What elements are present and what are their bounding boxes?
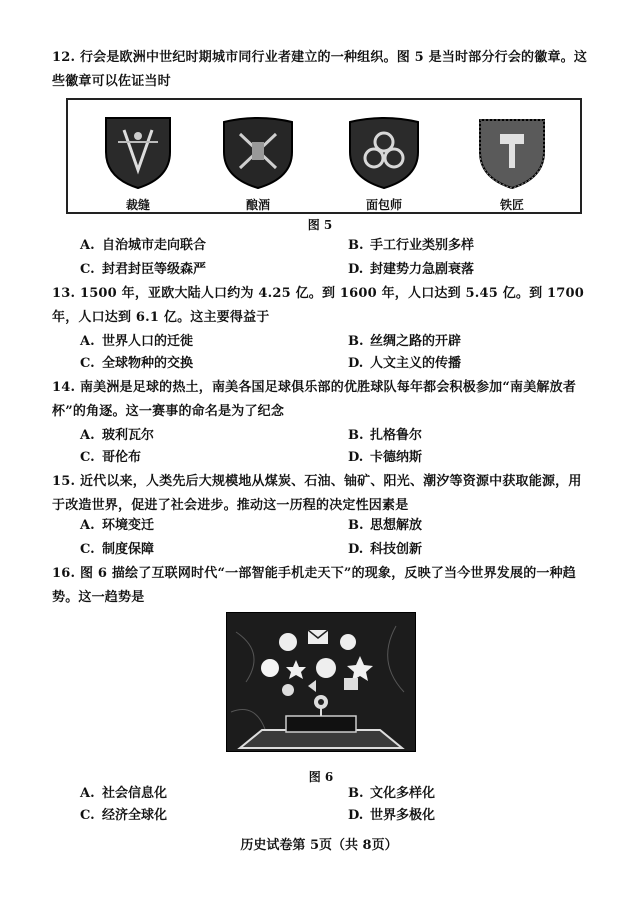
figure-label-tailor: 裁缝	[125, 198, 150, 212]
question-14-stem: 14. 南美洲是足球的热土，南美各国足球俱乐部的优胜球队每年都会积极参加“南美解放者杯”的角逐。这一赛事的命名是为了纪念	[52, 380, 577, 419]
q15-option-b[interactable]: B. 思想解放	[348, 518, 423, 533]
q14-option-c[interactable]: C. 哥伦布	[80, 450, 142, 465]
q13-option-d[interactable]: D. 人文主义的传播	[348, 356, 462, 371]
figure-5-guild-badges	[66, 98, 582, 214]
q12-option-c[interactable]: C. 封君封臣等级森严	[80, 262, 207, 277]
figure-6-smartphone-illustration	[226, 612, 416, 752]
question-15-stem: 15. 近代以来，人类先后大规模地从煤炭、石油、铀矿、阳光、潮汐等资源中获取能源，用于改造世界，促进了社会进步。推动这一历程的决定性因素是	[52, 474, 582, 513]
q12-option-a[interactable]: A. 自治城市走向联合	[80, 238, 207, 253]
q14-option-d[interactable]: D. 卡德纳斯	[348, 450, 423, 465]
q13-option-c[interactable]: C. 全球物种的交换	[80, 356, 194, 371]
q15-option-a[interactable]: A. 环境变迁	[80, 518, 155, 533]
tailor-badge-icon	[98, 112, 178, 192]
q16-option-c[interactable]: C. 经济全球化	[80, 808, 168, 823]
q16-option-b[interactable]: B. 文化多样化	[348, 786, 436, 801]
q16-option-d[interactable]: D. 世界多极化	[348, 808, 436, 823]
q14-option-b[interactable]: B. 扎格鲁尔	[348, 428, 423, 443]
blacksmith-badge-icon	[472, 112, 552, 192]
brewer-badge-icon	[218, 112, 298, 192]
figure-5-caption: 图 5	[307, 218, 333, 232]
q15-option-d[interactable]: D. 科技创新	[348, 542, 423, 557]
question-16-stem: 16. 图 6 描绘了互联网时代“一部智能手机走天下”的现象，反映了当今世界发展的一种趋势。这一趋势是	[52, 566, 576, 605]
figure-label-blacksmith: 铁匠	[499, 198, 524, 212]
q12-option-b[interactable]: B. 手工行业类别多样	[348, 238, 475, 253]
q15-option-c[interactable]: C. 制度保障	[80, 542, 155, 557]
q13-option-b[interactable]: B. 丝绸之路的开辟	[348, 334, 462, 349]
figure-label-baker: 面包师	[365, 198, 402, 212]
q16-option-a[interactable]: A. 社会信息化	[80, 786, 168, 801]
page-footer: 历史试卷第 5页（共 8页）	[240, 838, 398, 853]
figure-label-brewer: 酿酒	[245, 198, 270, 212]
q14-option-a[interactable]: A. 玻利瓦尔	[80, 428, 155, 443]
baker-badge-icon	[344, 112, 424, 192]
question-12-stem: 12. 行会是欧洲中世纪时期城市同行业者建立的一种组织。图 5 是当时部分行会的徽章。这些徽章可以佐证当时	[52, 50, 588, 89]
q12-option-d[interactable]: D. 封建势力急剧衰落	[348, 262, 475, 277]
question-13-stem: 13. 1500 年，亚欧大陆人口约为 4.25 亿。到 1600 年，人口达到 5.45 亿。到 1700 年，人口达到 6.1 亿。这主要得益于	[52, 286, 585, 325]
figure-6-caption: 图 6	[308, 770, 334, 784]
q13-option-a[interactable]: A. 世界人口的迁徙	[80, 334, 194, 349]
